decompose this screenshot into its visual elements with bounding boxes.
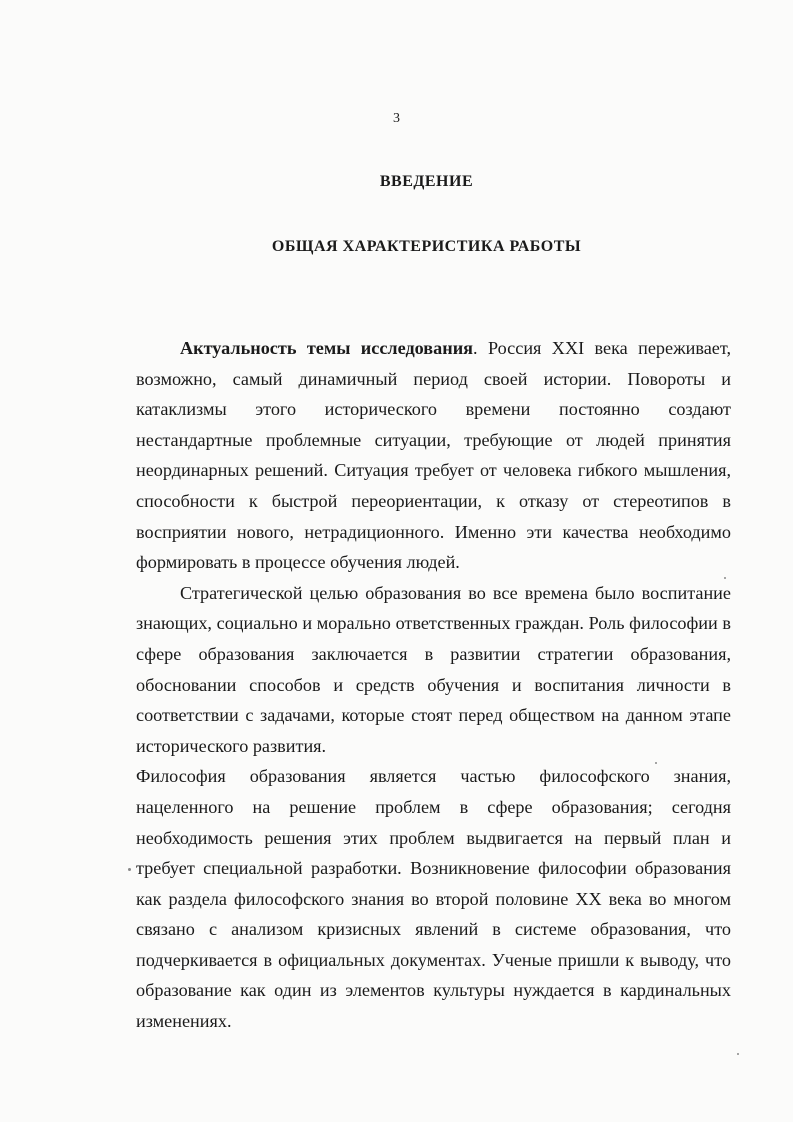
paragraph-relevance [136, 333, 731, 578]
paragraph-text: Стратегической целью образования во все времена было воспитание знающих, социально и морально ответственных граждан. Роль философии в сфере образования заключается в развитии стратегии образования, обосновании способов и средств обучения и воспитания личности в соответствии с задачами, которые стоят перед обществом на данном этапе исторического развития. [136, 582, 731, 756]
section-heading-introduction: ВВЕДЕНИЕ [379, 173, 474, 190]
paragraph-strategy [136, 578, 731, 762]
section-heading-general: ОБЩАЯ ХАРАКТЕРИСТИКА РАБОТЫ [271, 238, 582, 255]
paragraph-text: . Россия XXI века переживает, возможно, самый динамичный период своей истории. Повороты и катаклизмы этого исторического времени постоянно создают нестандартные проблемные ситуации, требующие от людей принятия неординарных решений. Ситуация требует от человека гибкого мышления, способности к быстрой переориентации, к отказу от стереотипов в восприятии нового, нетрадиционного. Именно эти качества необходимо формировать в процессе обучения людей. [136, 338, 731, 573]
scan-speck [128, 868, 131, 871]
paragraph-philosophy [136, 761, 731, 1036]
paragraph-lead: Актуальность темы исследования [180, 338, 474, 358]
paragraph-text: Философия образования является частью философского знания, нацеленного на решение проблем в сфере образования; сегодня необходимость решения этих проблем выдвигается на первый план и требует специальной разработки. Возникновение философии образования как раздела философского знания во второй половине XX века во многом связано с анализом кризисных явлений в системе образования, что подчеркивается в официальных документах. Ученые пришли к выводу, что образование как один из элементов культуры нуждается в кардинальных изменениях. [136, 766, 731, 1032]
page-number: 3 [393, 111, 400, 126]
scan-speck [724, 577, 726, 579]
body-text [136, 333, 731, 1037]
scan-speck [737, 1053, 739, 1055]
scan-speck [655, 762, 657, 764]
